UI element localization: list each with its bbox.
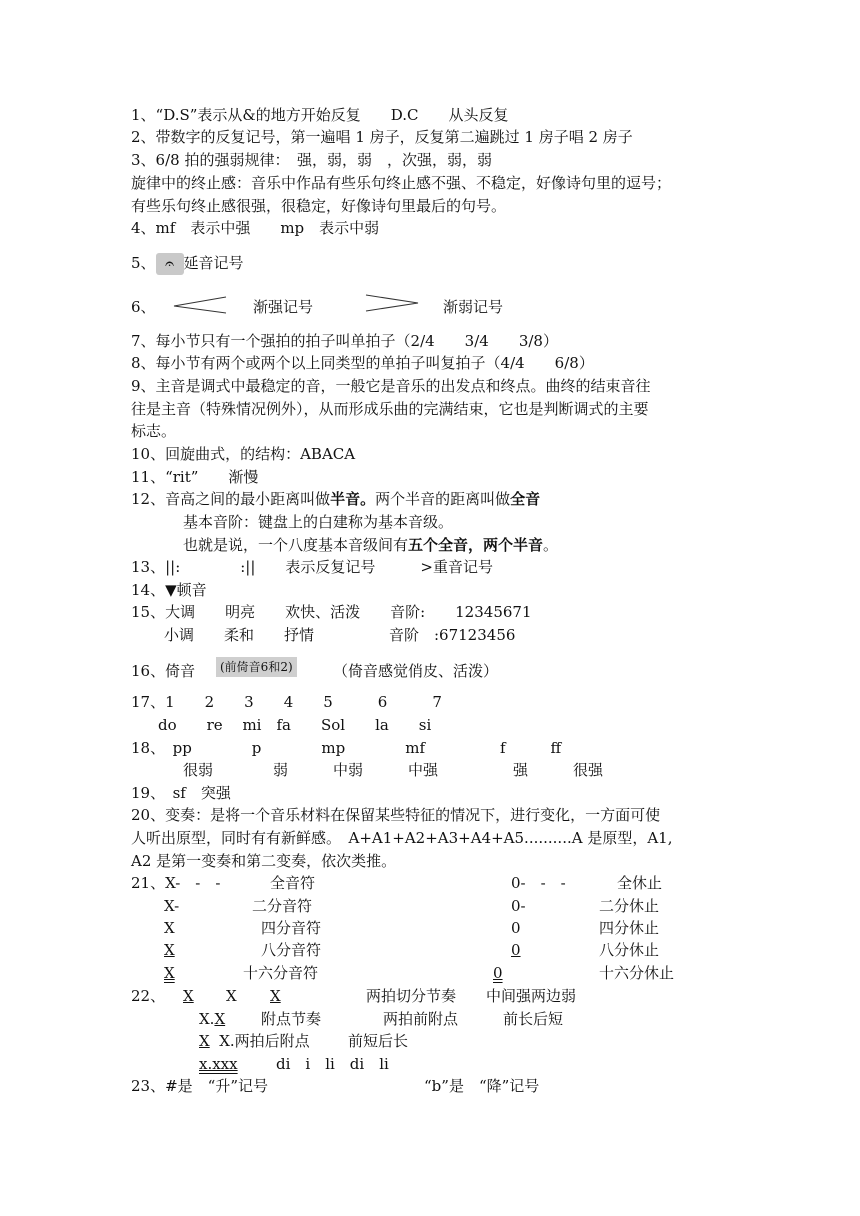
item-12-c: 两个半音的距离叫做 [375,490,511,508]
dotted-name: 附点节奏 [261,1010,322,1028]
grace-note-label: (前倚音6和2) [216,657,297,677]
item-18-marks: 18、 pp p mp mf f ff [131,739,562,757]
item-13: 13、||: :|| 表示反复记号 >重音记号 [131,558,493,576]
note-row-1-rest: 0- - - [511,874,566,892]
dotted-front-desc: 前长后短 [503,1010,564,1028]
dotted-front: 两拍前附点 [383,1010,459,1028]
back-dotted [199,1030,310,1052]
note-row-4-rest: 0 [511,941,521,959]
note-row-4-note: X [164,941,175,959]
note-row-2-name: 二分音符 [252,897,313,915]
xxxx-syllables: di i li di li [276,1055,389,1073]
diminuendo-label: 渐弱记号 [443,298,504,316]
note-row-2-note: X- [164,897,180,915]
item-17-syllables: do re mi fa Sol la si [158,716,432,734]
item-15-minor: 小调 柔和 抒情 音阶 :67123456 [164,626,516,644]
item-17-numbers: 17、1 2 3 4 5 6 7 [131,693,442,711]
back-dotted-b: X.两拍后附点 [219,1032,310,1050]
item-5-number: 5、 [131,254,156,272]
xxxx-rhythm: x.xxx [199,1055,238,1073]
item-16 [131,660,195,682]
note-row-1-rest-name: 全休止 [617,874,663,892]
item-9-line-2: 往是主音（特殊情况例外），从而形成乐曲的完满结束，它也是判断调式的主要 [131,400,649,418]
item-1: 1、“D.S”表示从&的地方开始反复 D.C 从头反复 [131,106,509,124]
octave-bold: 五个全音，两个半音 [408,536,544,554]
grace-note-desc: （倚音感觉俏皮、活泼） [333,662,499,680]
item-4: 4、mf 表示中强 mp 表示中弱 [131,219,380,237]
note-row-5-rest-name: 十六分休止 [599,964,675,982]
item-10: 10、回旋曲式，的结构：ABACA [131,445,356,463]
grace-note-image [216,656,297,677]
item-6 [131,296,156,318]
item-23-flat: “b”是 “降”记号 [424,1077,540,1095]
item-20-line-3: A2 是第一变奏和第二变奏，依次类推。 [131,852,397,870]
crescendo-icon [172,295,228,315]
item-2: 2、带数字的反复记号，第一遍唱 1 房子，反复第二遍跳过 1 房子唱 2 房子 [131,128,633,146]
sync-name: 两拍切分节奏 [366,987,457,1005]
note-row-3-rest: 0 [511,919,521,937]
item-12-semitone: 半音。 [330,490,376,508]
note-row-1-note: 21、X- - - [131,874,221,892]
item-9-line-1: 9、主音是调式中最稳定的音，一般它是音乐的出发点和终点。曲终的结束音往 [131,377,651,395]
note-row-3-note: X [164,919,175,937]
note-row-5-name: 十六分音符 [243,964,319,982]
item-8: 8、每小节有两个或两个以上同类型的单拍子叫复拍子（4/4 6/8） [131,354,594,372]
note-row-3-rest-name: 四分休止 [599,919,660,937]
note-row-2-rest-name: 二分休止 [599,897,660,915]
note-row-1-name: 全音符 [270,874,316,892]
sync-x1: X [183,987,194,1005]
back-dotted-desc: 前短后长 [348,1032,409,1050]
item-15-major: 15、大调 明亮 欢快、活泼 音阶: 12345671 [131,603,532,621]
dotted-rhythm [199,1008,225,1030]
cadence-line-1: 旋律中的终止感：音乐中作品有些乐句终止感不强、不稳定，好像诗句里的逗号； [131,174,672,192]
octave-a: 也就是说，一个八度基本音级间有 [183,536,409,554]
note-row-2-rest: 0- [511,897,526,915]
item-9-line-3: 标志。 [131,422,177,440]
crescendo-label: 渐强记号 [253,298,314,316]
sync-x3: X [270,987,281,1005]
note-row-4-name: 八分音符 [261,941,322,959]
fermata-label: 延音记号 [183,254,244,272]
rhythm-number: 22、 [131,987,166,1005]
fermata-icon: 𝄐 [156,253,184,275]
note-row-5-rest: 0 [493,964,503,982]
octave-c: 。 [543,536,559,554]
cadence-line-2: 有些乐句终止感很强，很稳定，好像诗句里最后的句号。 [131,197,507,215]
note-row-5-note: X [164,964,175,982]
item-19: 19、 sf 突强 [131,784,231,802]
item-18-meanings: 很弱 弱 中弱 中强 强 很强 [183,761,604,779]
sync-x2: X [226,987,237,1005]
item-3: 3、6/8 拍的强弱规律： 强，弱，弱 ，次强，弱，弱 [131,151,492,169]
item-20-line-2: 人听出原型，同时有有新鲜感。 A+A1+A2+A3+A4+A5..........A 是原型，A1, [131,829,673,847]
dotted-a: X. [199,1010,215,1028]
item-7: 7、每小节只有一个强拍的拍子叫单拍子（2/4 3/4 3/8） [131,332,558,350]
dotted-b: X [214,1010,226,1028]
item-12-a: 12、音高之间的最小距离叫做 [131,490,331,508]
note-row-3-name: 四分音符 [261,919,322,937]
item-12 [131,488,540,510]
item-16-label: 16、倚音 [131,662,196,680]
item-14: 14、▼顿音 [131,581,207,599]
sync-desc: 中间强两边弱 [486,987,577,1005]
note-row-4-rest-name: 八分休止 [599,941,660,959]
basic-scale-line: 基本音阶：键盘上的白建称为基本音级。 [183,513,454,531]
item-20-line-1: 20、变奏：是将一个音乐材料在保留某些特征的情况下，进行变化，一方面可使 [131,806,661,824]
item-12-wholetone: 全音 [510,490,541,508]
item-6-number: 6、 [131,298,156,316]
back-dotted-a: X [199,1032,210,1050]
item-5 [131,252,244,275]
item-23-sharp: 23、#是 “升”记号 [131,1077,268,1095]
octave-line [183,534,558,556]
item-11: 11、“rit” 渐慢 [131,468,259,486]
diminuendo-icon [364,293,420,313]
